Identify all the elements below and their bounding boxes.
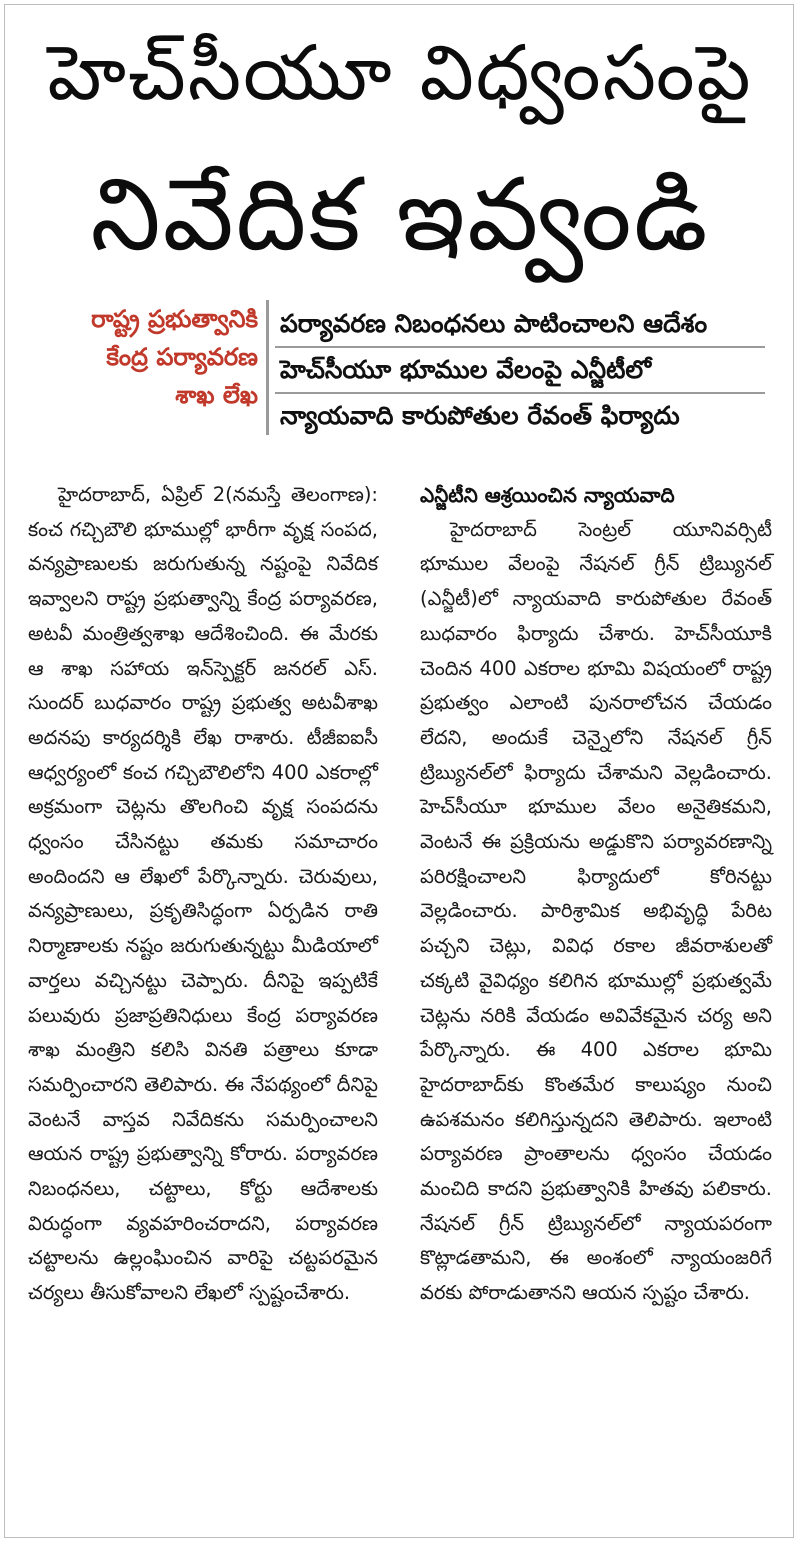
kicker — [30, 300, 258, 414]
article-column-right — [420, 478, 772, 1311]
subheading-3: న్యాయవాది కారుపోతుల రేవంత్ ఫిర్యాదు — [280, 401, 680, 430]
headline-line-1: హెచ్‌సీయూ విధ్వంసంపై — [47, 28, 753, 117]
article-body-left: హైదరాబాద్, ఏప్రిల్ 2(నమస్తే తెలంగాణ): కంచ గచ్చిబౌలి భూముల్లో భారీగా వృక్ష సంపద, వన్యప్రాణులకు జరుగుతున్న నష్టంపై నివేదిక ఇవ్వాలని రాష్ట్ర ప్రభుత్వాన్ని కేంద్ర పర్యావరణ, అటవీ మంత్రిత్వశాఖ ఆదేశించింది. ఈ మేరకు ఆ శాఖ సహాయ ఇన్‌స్పెక్టర్ జనరల్ ఎస్. సుందర్ బుధవారం రాష్ట్ర ప్రభుత్వ అటవీశాఖ అదనపు కార్యదర్శికి లేఖ రాశారు. టీజీఐఐసీ ఆధ్వర్యంలో కంచ గచ్చిబౌలిలోని 400 ఎకరాల్లో అక్రమంగా చెట్లను తొలగించి వృక్ష సంపదను ధ్వంసం చేసినట్టు తమకు సమాచారం అందిందని ఆ లేఖలో పేర్కొన్నారు. చెరువులు, వన్యప్రాణులు, ప్రకృతిసిద్ధంగా ఏర్పడిన రాతి నిర్మాణాలకు నష్టం జరుగుతున్నట్టు మీడియాలో వార్తలు వచ్చినట్టు చెప్పారు. దీనిపై ఇప్పటికే పలువురు ప్రజాప్రతినిధులు కేంద్ర పర్యావరణ శాఖ మంత్రిని కలిసి వినతి పత్రాలు కూడా సమర్పించారని తెలిపారు. ఈ నేపథ్యంలో దీనిపై వెంటనే వాస్తవ నివేదికను సమర్పించాలని ఆయన రాష్ట్ర ప్రభుత్వాన్ని కోరారు. పర్యావరణ నిబంధనలు, చట్టాలు, కోర్టు ఆదేశాలకు విరుద్ధంగా వ్యవహరించరాదని, పర్యావరణ చట్టాలను ఉల్లంఘించిన వారిపై చట్టపరమైన చర్యలు తీసుకోవాలని లేఖలో స్పష్టంచేశారు. — [28, 483, 378, 1305]
subheading-2: హెచ్‌సీయూ భూముల వేలంపై ఎన్జీటీలో — [280, 355, 652, 384]
headline-line-2: నివేదిక ఇవ్వండి — [90, 156, 710, 273]
kicker-line: కేంద్ర పర్యావరణ — [106, 343, 258, 371]
kicker-line: శాఖ లేఖ — [175, 381, 258, 409]
kicker-line: రాష్ట్ర ప్రభుత్వానికి — [91, 305, 258, 333]
article-body-right: హైదరాబాద్ సెంట్రల్ యూనివర్సిటీ భూముల వేలంపై నేషనల్ గ్రీన్ ట్రిబ్యునల్ (ఎన్జీటీ)లో న్యాయవాది కారుపోతుల రేవంత్ బుధవారం ఫిర్యాదు చేశారు. హెచ్‌సీయూకి చెందిన 400 ఎకరాల భూమి విషయంలో రాష్ట్ర ప్రభుత్వం ఎలాంటి పునరాలోచన చేయడం లేదని, అందుకే చెన్నైలోని నేషనల్ గ్రీన్ ట్రిబ్యునల్‌లో ఫిర్యాదు చేశామని వెల్లడించారు. హెచ్‌సీయూ భూముల వేలం అనైతికమని, వెంటనే ఈ ప్రక్రియను అడ్డుకొని పర్యావరణాన్ని పరిరక్షించాలని ఫిర్యాదులో కోరినట్టు వెల్లడించారు. పారిశ్రామిక అభివృద్ధి పేరిట పచ్చని చెట్లు, వివిధ రకాల జీవరాశులతో చక్కటి వైవిధ్యం కలిగిన భూముల్లో ప్రభుత్వమే చెట్లను నరికి వేయడం అవివేకమైన చర్య అని పేర్కొన్నారు. ఈ 400 ఎకరాల భూమి హైదరాబాద్‌కు కొంతమేర కాలుష్యం నుంచి ఉపశమనం కలిగిస్తున్నదని తెలిపారు. ఇలాంటి పర్యావరణ ప్రాంతాలను ధ్వంసం చేయడం మంచిది కాదని ప్రభుత్వానికి హితవు పలికారు. నేషనల్ గ్రీన్ ట్రిబ్యునల్‌లో న్యాయపరంగా కొట్లాడతామని, ఈ అంశంలో న్యాయంజరిగే వరకు పోరాడుతానని ఆయన స్పష్టం చేశారు. — [420, 517, 772, 1305]
subheading-1: పర్యావరణ నిబంధనలు పాటించాలని ఆదేశం — [280, 309, 708, 338]
article-column-left — [28, 478, 378, 1311]
vertical-divider — [266, 300, 269, 435]
horizontal-divider — [275, 346, 765, 348]
horizontal-divider — [275, 392, 765, 394]
column-subhead: ఎన్జీటీని ఆశ్రయించిన న్యాయవాది — [420, 483, 675, 507]
